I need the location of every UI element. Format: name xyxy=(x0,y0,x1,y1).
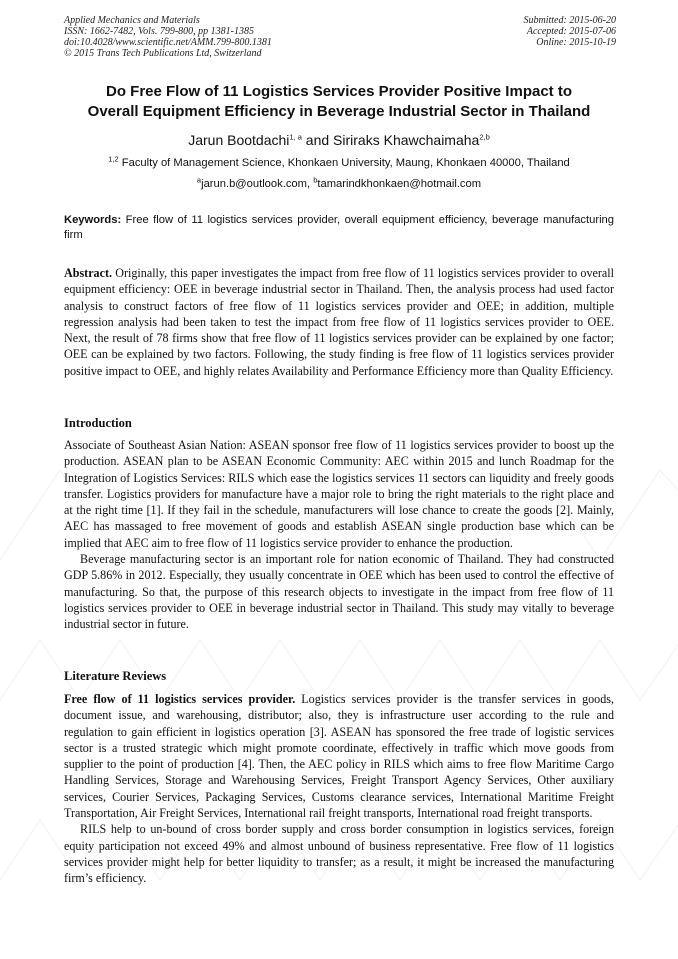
accepted-date: Accepted: 2015-07-06 xyxy=(526,26,616,37)
authors-conj: and xyxy=(301,132,334,148)
author-emails xyxy=(0,175,678,190)
copyright-line: © 2015 Trans Tech Publications Ltd, Switzerland xyxy=(64,48,262,59)
lit-paragraph-1 xyxy=(64,691,614,821)
intro-paragraph-2: Beverage manufacturing sector is an important role for nation economic of Thailand. They had constructed GDP 5.86% in 2012. Especially, they usually concentrate in OEE which has been used to control the effective of manufacturing. So that, the purpose of this research objects to investigate in the impact from free flow of 11 logistics services provider to OEE in beverage industrial sector in Thailand. This study may vitally to beverage industrial sector in future. xyxy=(64,552,614,632)
doi-line: doi:10.4028/www.scientific.net/AMM.799-800.1381 xyxy=(64,37,272,48)
email-b-sup: b xyxy=(313,175,318,185)
introduction-heading: Introduction xyxy=(64,416,132,430)
online-date: Online: 2015-10-19 xyxy=(536,37,616,48)
literature-heading: Literature Reviews xyxy=(64,669,167,683)
email-b: tamarindkhonkaen@hotmail.com xyxy=(317,178,482,190)
literature-body xyxy=(64,691,614,887)
lit-paragraph-1-text: Logistics services provider is the transfer services in goods, document issue, and warehousing, distributor; also, they is infrastructure user according to the rule and regulation to gain efficient in logistics operation [3]. ASEAN has sponsored the free trade of logistic services sector is a trusted strategic which might promote coordinate, effectively in traffic which move goods from supplier to the point of production [4]. Then, the AEC policy in RILS which aims to free flow Maritime Cargo Handling Services, Storage and Warehousing Services, Freight Transport Agency Services, Other auxiliary services, Courier Services, Packaging Services, Customs clearance services, International Maritime Freight Transportation, Air Freight Services, International rail freight transports, International road freight transports. xyxy=(64,692,614,821)
lit-paragraph-2: RILS help to un-bound of cross border supply and cross border consumption in logistics services, foreign equity participation not exceed 49% and almost unbound of business representative. Free flow of 11 logistics services provider might help for better liquidity to transfer; as a result, it might be increased the manufacturing firm’s efficiency. xyxy=(64,822,614,886)
paper-title xyxy=(50,82,628,122)
affiliation-sup: 1,2 xyxy=(108,154,119,164)
abstract-label: Abstract. xyxy=(64,266,113,280)
affiliation xyxy=(0,154,678,169)
title-line-2: Overall Equipment Efficiency in Beverage Industrial Sector in Thailand xyxy=(87,103,591,120)
keywords-label: Keywords: xyxy=(64,214,122,226)
journal-meta xyxy=(64,15,272,59)
abstract-text: Originally, this paper investigates the impact from free flow of 11 logistics services provider to overall equipment efficiency: OEE in beverage industrial sector in Thailand. Then, the analysis process had used factor analysis to construct factors of free flow of 11 logistics services provider and OEE; in addition, multiple regression analysis had been taken to test the impact from free flow of 11 logistics services provider to OEE. Next, the result of 78 firms show that free flow of 11 logistics services provider can be explained by one factor; OEE can be explained by two factors. Following, the study finding is free flow of 11 logistics services provider positive impact to OEE, and highly relates Availability and Performance Efficiency more than Quality Efficiency. xyxy=(64,266,614,378)
journal-name: Applied Mechanics and Materials xyxy=(64,15,200,26)
author-1: Jarun Bootdachi xyxy=(188,132,290,148)
keywords-text: Free flow of 11 logistics services provider, overall equipment efficiency, beverage manufacturing firm xyxy=(64,214,614,241)
author-1-affil: 1, a xyxy=(289,132,302,142)
author-2-affil: 2,b xyxy=(479,132,490,142)
submitted-date: Submitted: 2015-06-20 xyxy=(523,15,616,26)
issn-line: ISSN: 1662-7482, Vols. 799-800, pp 1381-1385 xyxy=(64,26,254,37)
email-a-sup: a xyxy=(196,175,202,185)
abstract xyxy=(64,265,614,379)
intro-paragraph-1: Associate of Southeast Asian Nation: ASEAN sponsor free flow of 11 logistics services provider to boost up the production. ASEAN plan to be ASEAN Economic Community: AEC within 2015 and lunch Roadmap for the Integration of Logistics Services: RILS which ease the logistics services 11 sectors can liquidity and freely goods transfer. Logistics providers for manufacture have a major role to bring the right materials to the right place and at the right time [1]. If they fail in the schedule, manufacturers will lose chance to create the goods [2]. Mainly, AEC has massaged to free movement of goods and establish ASEAN single production base which can be implied that AEC aim to free flow of 11 logistics service provider to enhance the production. xyxy=(64,438,614,550)
title-line-1: Do Free Flow of 11 Logistics Services Provider Positive Impact to xyxy=(106,83,572,100)
introduction-body xyxy=(64,437,614,633)
author-2: Siriraks Khawchaimaha xyxy=(333,132,480,148)
email-a: jarun.b@outlook.com, xyxy=(201,178,314,190)
authors-line xyxy=(0,132,678,148)
dates-meta xyxy=(524,15,617,48)
keywords xyxy=(64,213,614,243)
affiliation-text: Faculty of Management Science, Khonkaen University, Maung, Khonkaen 40000, Thailand xyxy=(118,157,570,169)
lit-subheading: Free flow of 11 logistics services provider. xyxy=(64,692,296,706)
